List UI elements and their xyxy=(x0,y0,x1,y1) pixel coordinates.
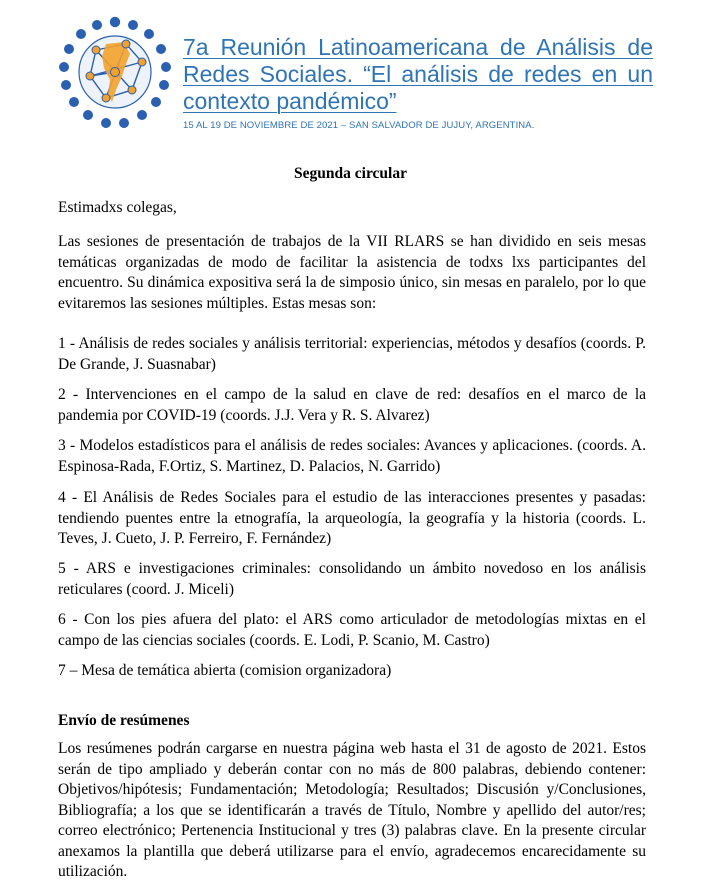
intro-paragraph: Las sesiones de presentación de trabajos de la VII RLARS se han dividido en seis mesas temáticas organizadas de modo de facilitar la asistencia de todxs lxs participantes del encuentro. Su dinámica expositiva será la de simposio único, sin mesas en paralelo, por lo que evitaremos las sesiones múltiples. Estas mesas son: xyxy=(58,233,646,312)
conference-title[interactable]: 7a Reunión Latinoamericana de Análisis de Redes Sociales. “El análisis de redes en un contexto pandémico” xyxy=(183,34,653,114)
list-item: 4 - El Análisis de Redes Sociales para el estudio de las interacciones presentes y pasadas: tendiendo puentes entre la etnografía, la arqueología, la geografía y la historia (coords. L. Teves, J. Cueto, J. P. Ferreiro, F. Fernández) xyxy=(58,489,646,547)
conference-logo-icon xyxy=(56,14,174,132)
list-item: 7 – Mesa de temática abierta (comision organizadora) xyxy=(58,662,392,679)
list-item: 3 - Modelos estadísticos para el análisis de redes sociales: Avances y aplicaciones. (coords. A. Espinosa-Rada, F.Ortiz, S. Martinez, D. Palacios, N. Garrido) xyxy=(58,437,646,475)
section-heading: Envío de resúmenes xyxy=(58,712,190,729)
list-item: 2 - Intervenciones en el campo de la salud en clave de red: desafíos en el marco de la pandemia por COVID-19 (coords. J.J. Vera y R. S. Alvarez) xyxy=(58,386,646,424)
greeting: Estimadxs colegas, xyxy=(58,199,177,216)
document-title: Segunda circular xyxy=(294,165,407,182)
section-body: Los resúmenes podrán cargarse en nuestra página web hasta el 31 de agosto de 2021. Estos serán de tipo ampliado y deberán contar con no más de 800 palabras, debiendo contener: Objetivos/hipótesis; Fundamentación; Metodología; Resultados; Discusión y/Conclusiones, Bibliografía; a los que se identificarán a través de Título, Nombre y apellido del autor/res; correo electrónico; Pertenencia Institucional y tres (3) palabras clave. En la presente circular anexamos la plantilla que deberá utilizarse para el envío, agradecemos encarecidamente su utilización. xyxy=(58,740,646,880)
conference-date-location: 15 AL 19 DE NOVIEMBRE DE 2021 – SAN SALVADOR DE JUJUY, ARGENTINA. xyxy=(183,120,535,131)
list-item: 6 - Con los pies afuera del plato: el ARS como articulador de metodologías mixtas en el campo de las ciencias sociales (coords. E. Lodi, P. Scanio, M. Castro) xyxy=(58,611,646,649)
list-item: 1 - Análisis de redes sociales y análisis territorial: experiencias, métodos y desafíos (coords. P. De Grande, J. Suasnabar) xyxy=(58,335,646,373)
list-item: 5 - ARS e investigaciones criminales: consolidando un ámbito novedoso en los análisis reticulares (coord. J. Miceli) xyxy=(58,560,646,598)
